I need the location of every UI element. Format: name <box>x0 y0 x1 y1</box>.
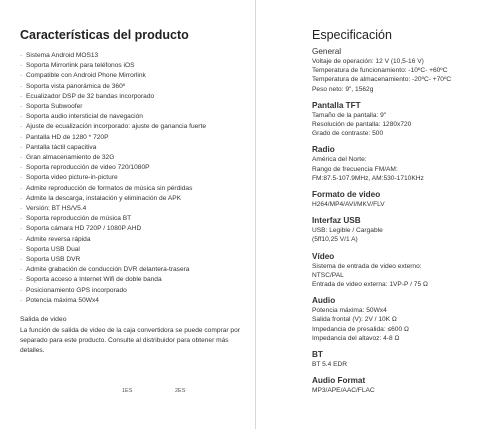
spec-line: MP3/APE/AAC/FLAC <box>312 387 375 395</box>
spec-section <box>312 189 500 209</box>
feature-item: · Soporta Mirrorlink para teléfonos iOS <box>20 61 255 71</box>
spec-section <box>312 375 500 395</box>
spec-section <box>312 349 500 369</box>
left-page-number: 1ES <box>122 388 133 394</box>
spec-heading: Vídeo <box>312 251 335 261</box>
feature-item: · Pantalla HD de 1280 * 720P <box>20 133 255 143</box>
spec-section <box>312 100 500 139</box>
spec-line: Impedancia de presalida: ≤600 Ω <box>312 325 409 333</box>
feature-item: · Ecualizador DSP de 32 bandas incorporado <box>20 92 255 102</box>
feature-item: · Admite reversa rápida <box>20 235 255 245</box>
spec-line: H264/MP4/AVI/MKV/FLV <box>312 201 385 209</box>
spec-section <box>312 251 500 290</box>
spec-line: Entrada de video externa: 1VP-P / 75 Ω <box>312 281 428 289</box>
video-out-note: La función de salida de video de la caja convertidora se puede comprar por separado para este producto. Consulte al distribuidor para obtener más detalles. <box>20 327 240 355</box>
feature-item: · Soporta reproducción de video 720/1080P <box>20 163 255 173</box>
feature-item: · Ajuste de ecualización incorporado: ajuste de ganancia fuerte <box>20 122 255 132</box>
feature-item: · Soporta cámara HD 720P / 1080P AHD <box>20 224 255 234</box>
spec-line: Rango de frecuencia FM/AM: <box>312 165 398 173</box>
spec-line: FM:87.5-107.9MHz, AM:530-1710KHz <box>312 174 424 182</box>
spec-line: Resolución de pantalla: 1280x720 <box>312 121 412 129</box>
spec-heading: Audio Format <box>312 376 366 386</box>
spec-section <box>312 144 500 183</box>
spec-heading: Audio <box>312 296 336 306</box>
feature-item: · Admite reproducción de formatos de música sin pérdidas <box>20 184 255 194</box>
feature-item: · Soporta USB DVR <box>20 255 255 265</box>
video-out-heading: Salida de video <box>20 316 67 324</box>
right-page <box>255 0 500 429</box>
spec-section <box>312 46 500 94</box>
spec-line: (5ff10,25 V/1 A) <box>312 236 358 244</box>
spec-line: Potencia máxima: 50Wx4 <box>312 307 387 315</box>
spec-line: Sistema de entrada de video externo: <box>312 262 422 270</box>
features-title: Características del producto <box>20 28 189 42</box>
spec-section <box>312 215 500 244</box>
feature-item: · Soporta video picture-in-picture <box>20 173 255 183</box>
feature-item: · Posicionamiento GPS incorporado <box>20 286 255 296</box>
feature-item: · Admite grabación de conducción DVR delantera-trasera <box>20 265 255 275</box>
spec-heading: Interfaz USB <box>312 216 361 226</box>
feature-item: · Soporta vista panorámica de 360º <box>20 82 255 92</box>
right-page-number: 2ES <box>175 388 186 394</box>
feature-item: · Versión: BT HS/V5.4 <box>20 204 255 214</box>
spec-line: América del Norte: <box>312 156 367 164</box>
spec-heading: Pantalla TFT <box>312 100 361 110</box>
feature-item: · Soporta reproducción de música BT <box>20 214 255 224</box>
feature-item: · Pantalla táctil capacitiva <box>20 143 255 153</box>
feature-item: · Gran almacenamiento de 32G <box>20 153 255 163</box>
feature-item: · Compatible con Android Phone Mirrorlink <box>20 71 255 81</box>
spec-line: Peso neto: 9", 1562g <box>312 85 374 93</box>
spec-heading: BT <box>312 350 323 360</box>
spec-line: Temperatura de funcionamiento: -10ºC- +60ºC <box>312 67 448 75</box>
spec-line: NTSC/PAL <box>312 271 344 279</box>
spec-line: Tamaño de la pantalla: 9" <box>312 111 387 119</box>
spec-line: Voltaje de operación: 12 V (10,5-16 V) <box>312 58 424 65</box>
spec-heading: Formato de video <box>312 190 381 200</box>
spec-title: Especificación <box>312 28 392 42</box>
spec-sections <box>312 46 500 395</box>
spec-heading: General <box>312 47 342 56</box>
feature-item: · Sistema Android MOS13 <box>20 51 255 61</box>
feature-item: · Soporta audio intersticial de navegación <box>20 112 255 122</box>
spec-line: Temperatura de almacenamiento: -20ºC- +70ºC <box>312 76 452 84</box>
feature-item: · Soporta USB Dual <box>20 245 255 255</box>
feature-item: · Potencia máxima 50Wx4 <box>20 296 255 306</box>
spec-line: BT 5.4 EDR <box>312 361 348 369</box>
spec-section <box>312 295 500 343</box>
spec-line: Impedancia del altavoz: 4-8 Ω <box>312 334 400 342</box>
spec-heading: Radio <box>312 145 335 155</box>
spec-line: USB: Legible / Cargable <box>312 227 383 235</box>
feature-item: · Soporta acceso a Internet Wifi de doble banda <box>20 275 255 285</box>
spec-line: Grado de contraste: 500 <box>312 130 384 138</box>
feature-item: · Soporta Subwoofer <box>20 102 255 112</box>
feature-list <box>20 51 255 306</box>
feature-item: · Admite la descarga, instalación y eliminación de APK <box>20 194 255 204</box>
spec-line: Salida frontal (V): 2V / 10K Ω <box>312 316 397 324</box>
